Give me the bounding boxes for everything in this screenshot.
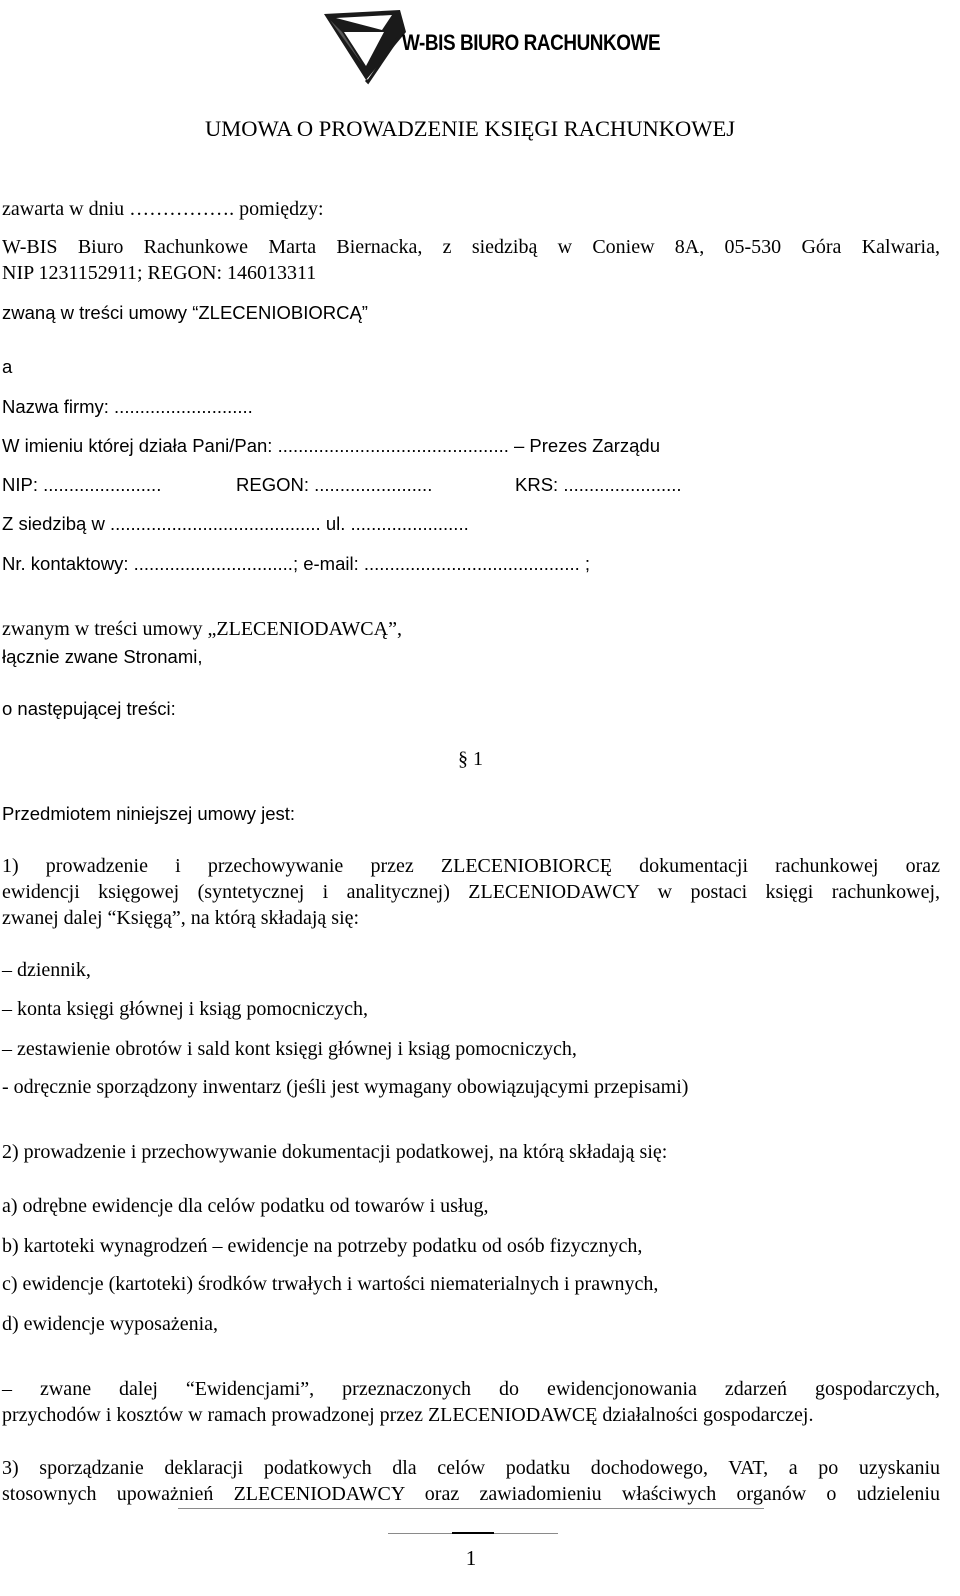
item2: 2) prowadzenie i przechowywanie dokumentacji podatkowej, na którą składają się: <box>2 1141 668 1163</box>
ledger-item: – konta księgi głównej i ksiąg pomocniczych, <box>2 998 369 1020</box>
tax-item: a) odrębne ewidencje dla celów podatku od towarów i usług, <box>2 1195 489 1217</box>
page-number: 1 <box>465 1546 477 1570</box>
tax-item: c) ewidencje (kartoteki) środków trwałych i wartości niematerialnych i prawnych, <box>2 1273 659 1295</box>
seat-field: Z siedzibą w ......................................... ul. ....................... <box>2 513 469 534</box>
company-logo-text: W-BIS BIURO RACHUNKOWE <box>402 30 661 55</box>
footer-divider <box>452 1532 494 1534</box>
section-heading: § 1 <box>458 748 483 770</box>
conjunction-and: a <box>2 356 13 377</box>
contractor-details-line1: W-BIS Biuro Rachunkowe Marta Biernacka, z siedzibą w Coniew 8A, 05-530 Góra Kalwaria, <box>2 236 940 258</box>
item1-line3: zwanej dalej “Księgą”, na którą składają się: <box>2 907 360 929</box>
item1-line2: ewidencji księgowej (syntetycznej i analitycznej) ZLECENIODAWCY w postaci księgi rachunkowej, <box>2 881 940 903</box>
subject-intro: Przedmiotem niniejszej umowy jest: <box>2 803 296 824</box>
company-name-field: Nazwa firmy: ........................... <box>2 396 253 417</box>
records-line2: przychodów i kosztów w ramach prowadzonej przez ZLECENIODAWCĘ działalności gospodarczej. <box>2 1404 814 1426</box>
item3-line2: stosownych upoważnień ZLECENIODAWCY oraz zawiadomieniu właściwych organów o udzieleniu <box>2 1483 940 1505</box>
ledger-item: - odręcznie sporządzony inwentarz (jeśli jest wymagany obowiązującymi przepisami) <box>2 1076 689 1098</box>
contractor-role: zwaną w treści umowy “ZLECENIOBIORCĄ” <box>2 302 368 323</box>
contract-date-line: zawarta w dniu ……………. pomiędzy: <box>2 198 324 220</box>
representative-field: W imieniu której działa Pani/Pan: ............................................. – Prezes Zarządu <box>2 435 661 456</box>
ledger-item: – zestawienie obrotów i sald kont księgi głównej i ksiąg pomocniczych, <box>2 1038 577 1060</box>
ledger-item: – dziennik, <box>2 959 91 981</box>
nip-field: NIP: ....................... <box>2 474 162 495</box>
contact-field: Nr. kontaktowy: ...............................; e-mail: .......................................... ; <box>2 553 591 574</box>
krs-field: KRS: ....................... <box>515 474 682 495</box>
tax-item: b) kartoteki wynagrodzeń – ewidencje na potrzeby podatku od osób fizycznych, <box>2 1235 643 1257</box>
contractor-details-line2: NIP 1231152911; REGON: 146013311 <box>2 262 317 284</box>
records-line1: – zwane dalej “Ewidencjami”, przeznaczonych do ewidencjonowania zdarzeń gospodarczych, <box>2 1378 940 1400</box>
item3-line1: 3) sporządzanie deklaracji podatkowych dla celów podatku dochodowego, VAT, a po uzyskaniu <box>2 1457 940 1479</box>
footer-divider <box>178 1508 764 1509</box>
content-intro: o następującej treści: <box>2 698 176 719</box>
document-title: UMOWA O PROWADZENIE KSIĘGI RACHUNKOWEJ <box>205 116 735 141</box>
tax-item: d) ewidencje wyposażenia, <box>2 1313 219 1335</box>
client-role-line1: zwanym w treści umowy „ZLECENIODAWCĄ”, <box>2 618 402 640</box>
item1-line1: 1) prowadzenie i przechowywanie przez ZLECENIOBIORCĘ dokumentacji rachunkowej oraz <box>2 855 940 877</box>
regon-field: REGON: ....................... <box>236 474 433 495</box>
client-role-line2: łącznie zwane Stronami, <box>2 646 203 667</box>
